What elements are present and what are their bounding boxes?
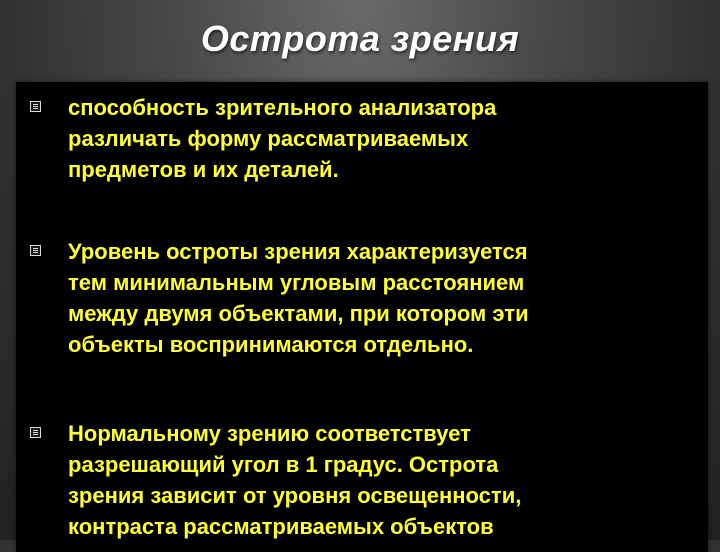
bullet-text: Нормальному зрению соответствует разрешающий угол в 1 градус. Острота зрения зависит от уровня освещенности, контраста рассматриваемых объектов: [68, 421, 522, 539]
bullet-box-icon: [30, 101, 41, 112]
slide-title: Острота зрения: [200, 18, 520, 59]
bullet-box-icon: [30, 427, 41, 438]
content-panel: [16, 82, 708, 552]
bullet-text: способность зрительного анализатора различать форму рассматриваемых предметов и их деталей.: [68, 95, 497, 182]
bullet-text: Уровень остроты зрения характеризуется тем минимальным угловым расстоянием между двумя объектами, при котором эти объекты воспринимаются отдельно.: [68, 239, 529, 357]
bullet-box-icon: [30, 245, 41, 256]
